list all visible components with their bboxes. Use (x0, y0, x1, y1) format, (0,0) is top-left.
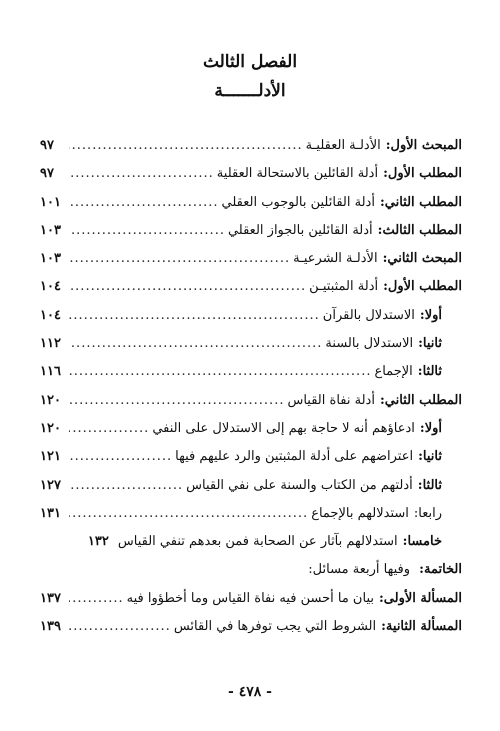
toc-entry (40, 364, 462, 392)
toc-entry (40, 421, 462, 449)
toc-entry-title: استدلالهم بآثار عن الصحابة فمن بعدهم تنفي القياس (117, 534, 398, 550)
toc-entry-label: ثالثا: (417, 364, 442, 380)
toc-entry (40, 195, 462, 223)
toc-entry-title: الأدلـة العقليـة (305, 138, 381, 153)
leader-dots (69, 251, 290, 266)
toc-entry-page: ١٠١ (40, 194, 61, 210)
toc-entry-page: ١٠٤ (40, 307, 61, 323)
leader-dots (69, 478, 183, 493)
toc-entry-page: ١٠٤ (40, 279, 61, 295)
toc-entry-title: أدلتهم من الكتاب والسنة على نفي القياس (186, 477, 413, 493)
toc-entry-label: المطلب الثاني: (379, 392, 462, 408)
toc-entry-label: المطلب الثاني: (379, 194, 462, 210)
toc-entry-title: الشروط التي يجب توفرها في القائس (173, 619, 377, 635)
page-number: - ٤٧٨ - (228, 684, 272, 700)
toc-entry-page: ١٢٧ (40, 477, 61, 493)
toc-entry-page: ١٠٣ (40, 222, 61, 238)
conclusion-label: الخاتمة: (419, 562, 462, 578)
toc-entry-title: أدلة القائلين بالاستحالة العقلية (216, 166, 379, 182)
toc-entry-page: ١٣٩ (40, 619, 61, 635)
chapter-heading: الفصل الثالث (202, 52, 298, 72)
toc-entry-label: المبحث الثاني: (382, 251, 462, 267)
toc-entry-label: ثانيا: (418, 336, 442, 352)
toc-entry (40, 534, 462, 562)
toc-entry (40, 251, 462, 279)
toc-entry-title: الإجماع (374, 364, 413, 380)
toc-entry-page: ١٣٢ (87, 534, 109, 550)
toc-entry-page: ١٣١ (40, 505, 61, 521)
toc-entry-page: ٩٧ (40, 138, 54, 153)
toc-entry-label: المسألة الأولى: (378, 590, 462, 606)
leader-dots (69, 421, 149, 436)
leader-dots (69, 223, 225, 238)
toc-entry-title: الاستدلال بالقرآن (322, 307, 415, 323)
leader-dots (69, 279, 306, 294)
toc-entry (40, 279, 462, 307)
toc-entry-title: أدلة المثبتيـن (309, 279, 379, 295)
leader-dots (69, 619, 171, 634)
toc-entry-label: المطلب الأول: (383, 166, 462, 182)
toc-entry (40, 308, 462, 336)
toc-entry-title: ادعاؤهم أنه لا حاجة بهم إلى الاستدلال على النفي (152, 420, 415, 436)
toc-entry-title: أدلة القائلين بالوجوب العقلي (221, 194, 375, 210)
toc-entry (40, 166, 462, 194)
leader-dots (69, 506, 308, 521)
toc-entry-page: ١٢٠ (40, 420, 61, 436)
toc-entry (40, 478, 462, 506)
toc-entry (40, 619, 462, 647)
table-of-contents (40, 138, 462, 647)
toc-entry-title: الأدلـة الشرعيـة (293, 251, 378, 267)
leader-dots (69, 591, 124, 606)
toc-entry-title: الاستدلال بالسنة (325, 336, 414, 352)
leader-dots (69, 393, 284, 408)
toc-entry-page: ١٣٧ (40, 590, 61, 606)
toc-entry-title: أدلة نفاة القياس (287, 392, 375, 408)
toc-entry-label: أولا: (419, 420, 442, 436)
toc-entry-page: ١٢٠ (40, 392, 61, 408)
toc-entry-label: خامسا: (402, 534, 442, 550)
toc-entry-page: ١١٢ (40, 336, 61, 352)
toc-entry-title: أدلة القائلين بالجواز العقلي (227, 222, 373, 238)
toc-entry-label: ثالثا: (417, 477, 442, 493)
toc-entry-page: ١١٦ (40, 364, 61, 380)
leader-dots (69, 138, 303, 153)
toc-entry (40, 138, 462, 166)
leader-dots (69, 364, 371, 379)
toc-entry-label: ثانيا: (418, 449, 442, 465)
toc-entry (40, 591, 462, 619)
toc-entry (40, 449, 462, 477)
toc-entry (40, 393, 462, 421)
toc-entry-label: المبحث الأول: (385, 138, 462, 153)
conclusion-title: وفيها أربعة مسائل: (308, 562, 411, 578)
toc-entry-page: ١٠٣ (40, 251, 61, 267)
toc-entry-title: اعتراضهم على أدلة المثبتين والرد عليهم فيها (175, 449, 414, 465)
toc-entry (40, 506, 462, 534)
toc-entry-label: المطلب الأول: (383, 279, 462, 295)
leader-dots (69, 195, 219, 210)
toc-entry-label: المطلب الثالث: (377, 222, 462, 238)
toc-entry-title: بيان ما أحسن فيه نفاة القياس وما أخطؤوا فيه (126, 590, 374, 606)
toc-entry-label: رابعا: (413, 505, 442, 521)
toc-entry-title: استدلالهم بالإجماع (311, 505, 409, 521)
toc-entry-label: المسألة الثانية: (381, 619, 462, 635)
toc-entry-label: أولا: (419, 307, 442, 323)
chapter-title: الأدلـــــــة (214, 81, 286, 101)
toc-entry-page: ٩٧ (40, 166, 54, 182)
leader-dots (69, 166, 214, 181)
toc-entry-page: ١٢١ (40, 449, 61, 465)
leader-dots (69, 449, 172, 464)
leader-dots (69, 336, 322, 351)
conclusion-heading (40, 562, 462, 590)
leader-dots (69, 308, 320, 323)
toc-entry (40, 223, 462, 251)
toc-entry (40, 336, 462, 364)
